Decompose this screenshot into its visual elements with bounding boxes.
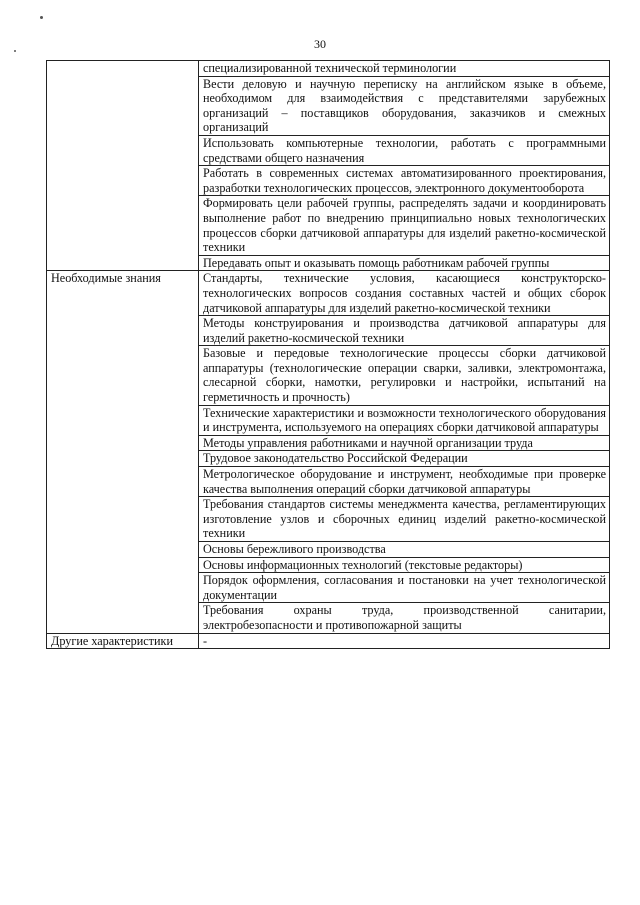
table-row: [47, 61, 610, 77]
requirement-item: Требования охраны труда, производственной санитарии, электробезопасности и противопожарной защиты: [199, 603, 610, 633]
requirement-item: Порядок оформления, согласования и постановки на учет технологической документации: [199, 573, 610, 603]
requirement-item: Технические характеристики и возможности технологического оборудования и инструмента, используемого на операциях сборки датчиковой аппаратуры: [199, 405, 610, 435]
scan-speck: [14, 50, 16, 52]
section-label: Необходимые знания: [47, 271, 199, 633]
requirement-item: Формировать цели рабочей группы, распределять задачи и координировать выполнение работ по внедрению принципиально новых технологических процессов сборки датчиковой аппаратуры для изделий ракетно-космической техники: [199, 196, 610, 255]
requirement-item: Методы управления работниками и научной организации труда: [199, 435, 610, 451]
requirement-item: Метрологическое оборудование и инструмент, необходимые при проверке качества выполнения операций сборки датчиковой аппаратуры: [199, 467, 610, 497]
requirement-item: Использовать компьютерные технологии, работать с программными средствами общего назначения: [199, 135, 610, 165]
table-row: [47, 633, 610, 649]
requirement-item: Основы бережливого производства: [199, 542, 610, 558]
requirement-item: Вести деловую и научную переписку на английском языке в объеме, необходимом для взаимодействия с представителями зарубежных организаций – поставщиков оборудования, заказчиков и смежных организаций: [199, 76, 610, 135]
section-label: Другие характеристики: [47, 633, 199, 649]
requirement-item: специализированной технической терминологии: [199, 61, 610, 77]
scan-speck: [40, 16, 43, 19]
requirement-item: Передавать опыт и оказывать помощь работникам рабочей группы: [199, 255, 610, 271]
requirement-item: Работать в современных системах автоматизированного проектирования, разработки технологических процессов, электронного документооборота: [199, 166, 610, 196]
requirement-item: Стандарты, технические условия, касающиеся конструкторско-технологических вопросов создания составных частей и общих сборок датчиковой аппаратуры для изделий ракетно-космической техники: [199, 271, 610, 316]
requirement-item: Методы конструирования и производства датчиковой аппаратуры для изделий ракетно-космической техники: [199, 316, 610, 346]
requirement-item: Требования стандартов системы менеджмента качества, регламентирующих изготовление узлов и сборочных единиц изделий ракетно-космической техники: [199, 497, 610, 542]
requirement-item: Базовые и передовые технологические процессы сборки датчиковой аппаратуры (технологические операции сварки, заливки, электромонтажа, слесарной сборки, намотки, регулировки и настройки, испытаний на герметичность и прочность): [199, 346, 610, 405]
requirement-item: Основы информационных технологий (текстовые редакторы): [199, 557, 610, 573]
section-label: [47, 61, 199, 271]
knowledge-skills-table: [46, 60, 610, 649]
page-number: 30: [314, 37, 326, 51]
requirement-item: -: [199, 633, 610, 649]
table-row: [47, 271, 610, 316]
requirement-item: Трудовое законодательство Российской Федерации: [199, 451, 610, 467]
